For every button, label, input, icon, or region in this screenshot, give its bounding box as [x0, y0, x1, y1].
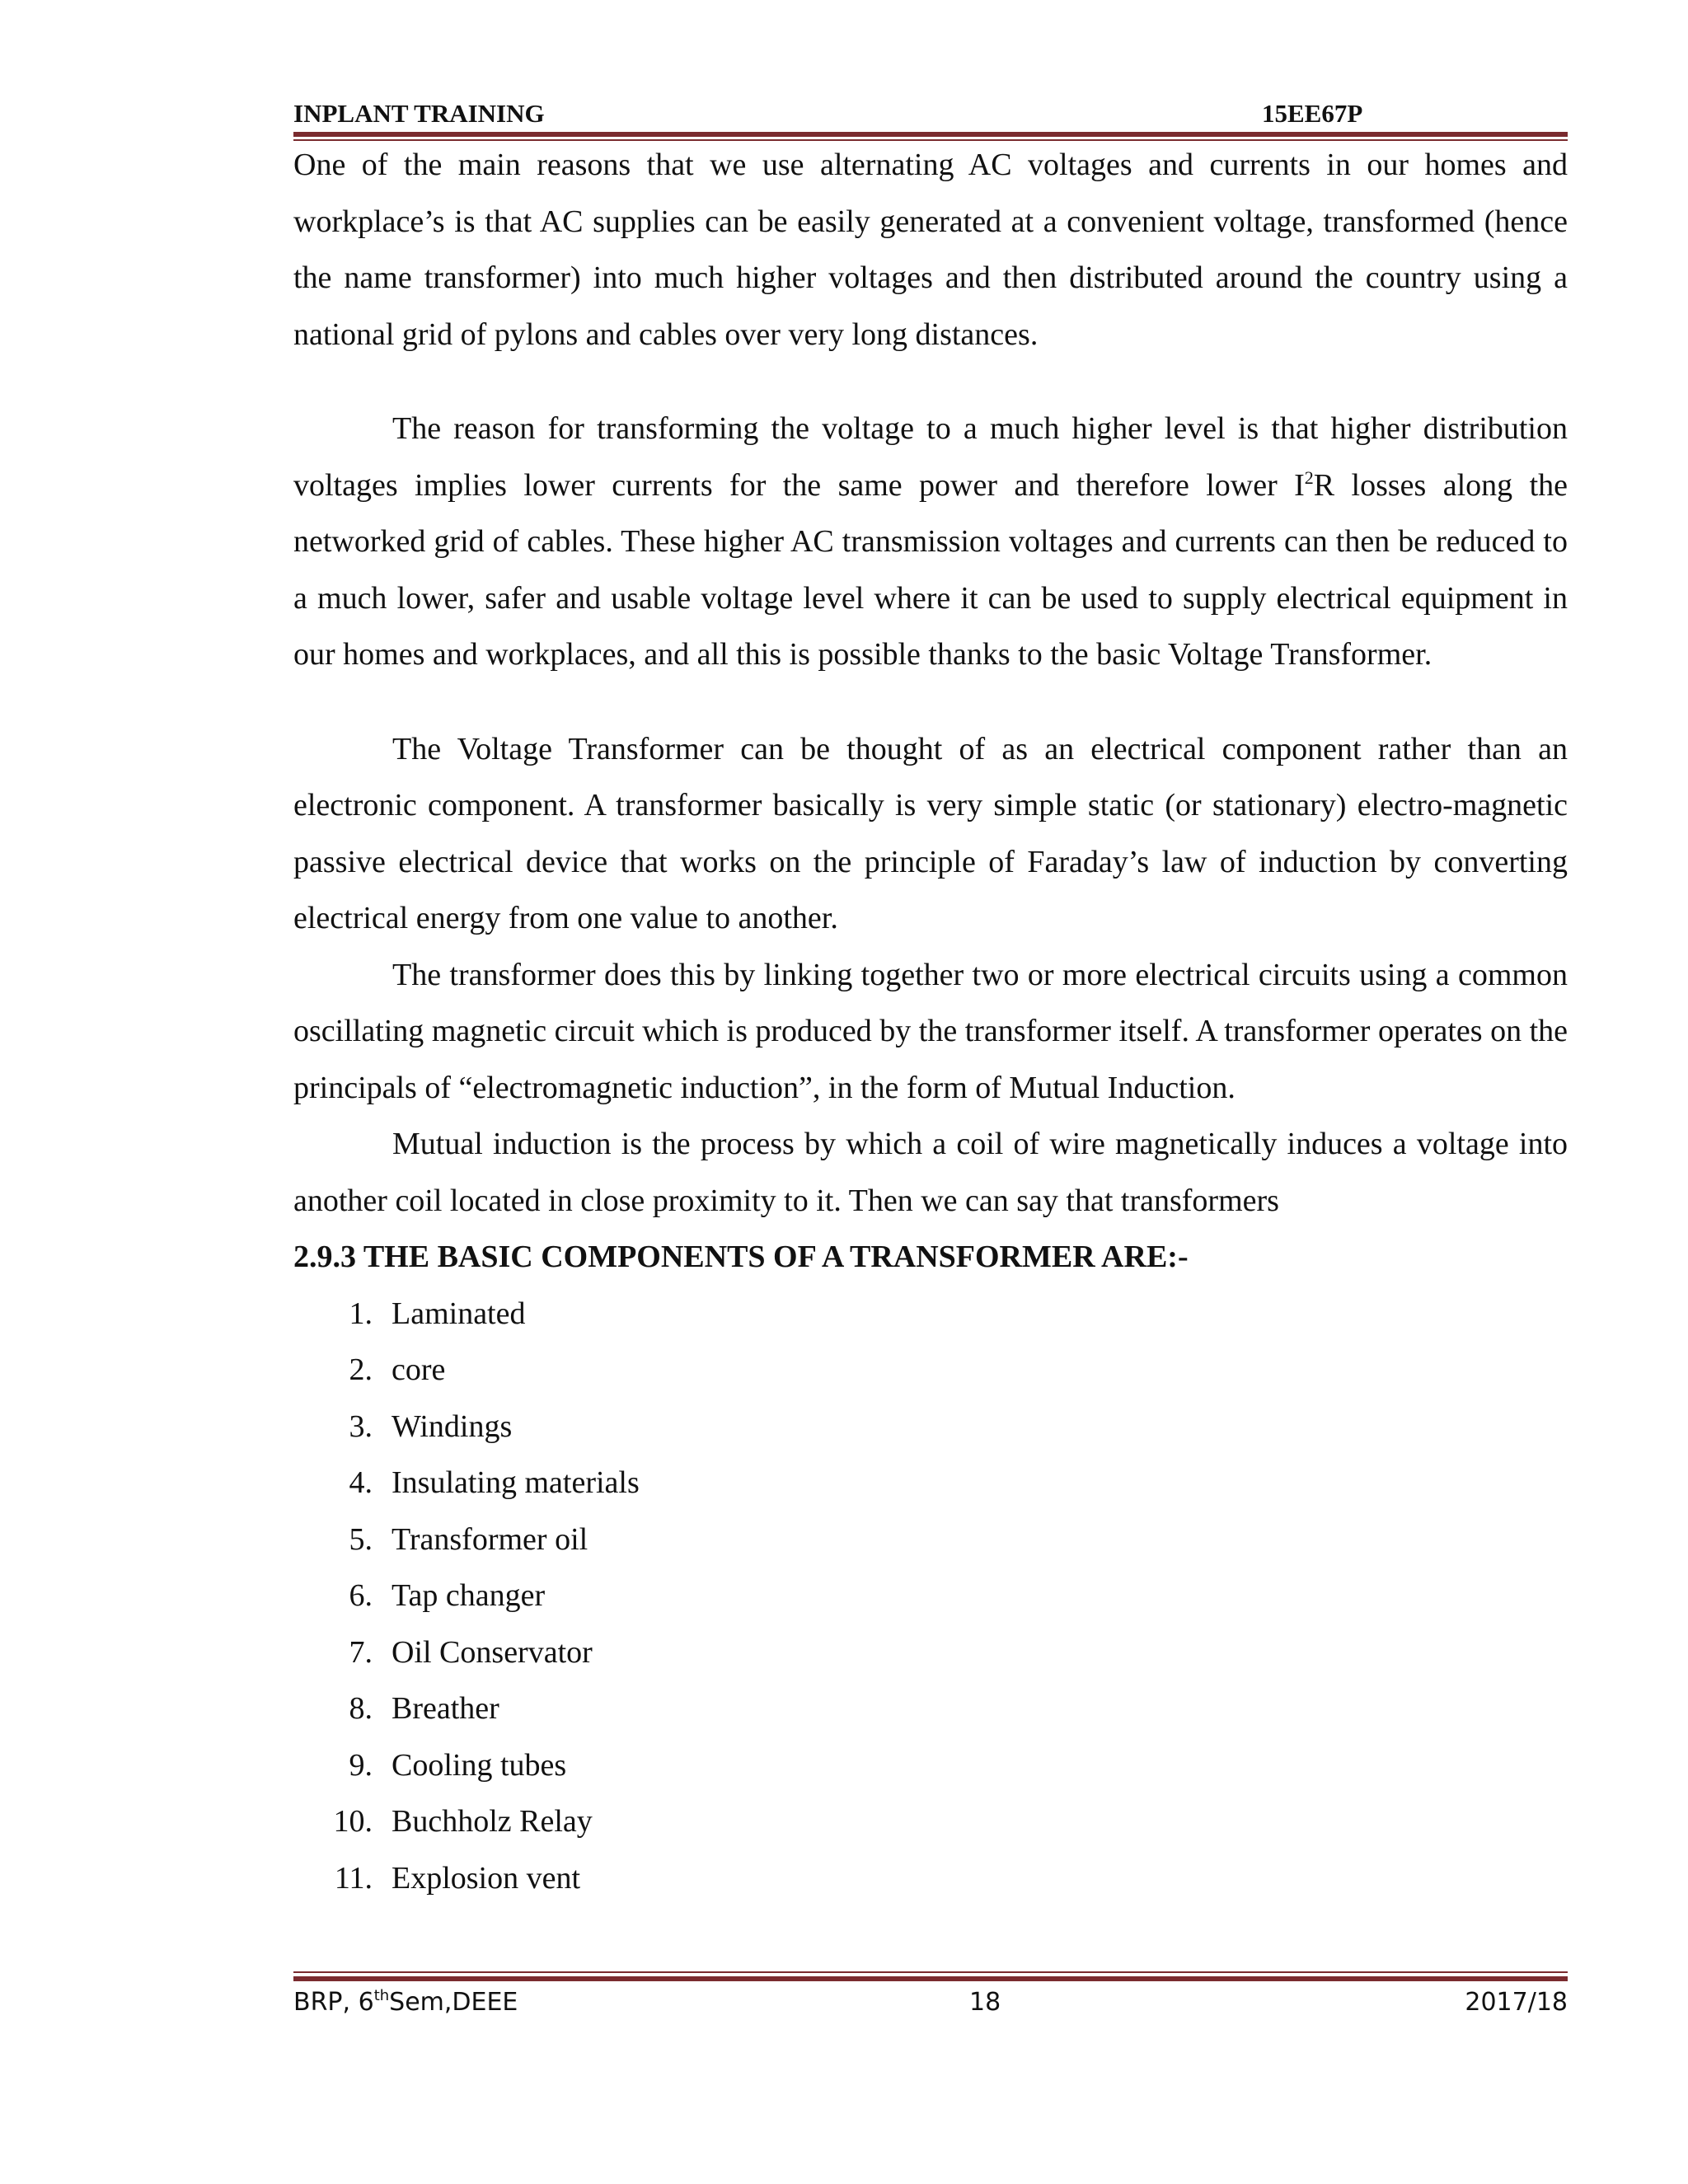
list-text: Tap changer	[392, 1578, 546, 1613]
list-text: Breather	[392, 1691, 499, 1726]
paragraph-2	[293, 401, 1568, 683]
footer-superscript: th	[373, 1987, 390, 2004]
list-item	[293, 1850, 1568, 1907]
page-body	[293, 137, 1568, 1906]
list-item	[293, 1793, 1568, 1850]
paragraph-5: Mutual induction is the process by which a coil of wire magnetically induces a voltage into another coil located in close proximity to it. Then we can say that transformers	[293, 1127, 1568, 1218]
page-footer	[293, 1985, 1568, 2021]
header-course-code: 15EE67P	[1262, 99, 1363, 128]
list-number: 2.	[349, 1352, 373, 1387]
list-text: Cooling tubes	[392, 1747, 567, 1783]
list-number: 9.	[349, 1747, 373, 1783]
list-number: 10.	[333, 1804, 373, 1839]
list-item	[293, 1737, 1568, 1794]
page-header	[293, 97, 1568, 130]
components-list	[293, 1286, 1568, 1907]
list-text: Insulating materials	[392, 1465, 640, 1500]
list-text: Buchholz Relay	[392, 1804, 593, 1839]
list-number: 3.	[349, 1408, 373, 1444]
paragraph-4: The transformer does this by linking together two or more electrical circuits using a common oscillating magnetic circuit which is produced by the transformer itself. A transformer operates on the principals of “electromagnetic induction”, in the form of Mutual Induction.	[293, 957, 1568, 1105]
list-text: Oil Conservator	[392, 1634, 593, 1670]
list-item	[293, 1680, 1568, 1737]
footer-rule-thick	[293, 1976, 1568, 1981]
list-item	[293, 1624, 1568, 1681]
header-title: INPLANT TRAINING	[293, 99, 545, 128]
list-item	[293, 1342, 1568, 1399]
list-text: core	[392, 1352, 446, 1387]
paragraph-1: One of the main reasons that we use alternating AC voltages and currents in our homes and workplace’s is that AC supplies can be easily generated at a convenient voltage, transformed (hence the name transformer) into much higher voltages and then distributed around the country using a national grid of pylons and cables over very long distances.	[293, 148, 1568, 352]
list-item	[293, 1399, 1568, 1455]
list-item	[293, 1568, 1568, 1624]
list-number: 8.	[349, 1691, 373, 1726]
footer-author-part-a: BRP, 6	[293, 1988, 374, 2017]
list-number: 5.	[349, 1521, 373, 1557]
footer-year: 2017/18	[1465, 1988, 1568, 2017]
footer-rule-thin	[293, 1971, 1568, 1973]
paragraph-3: The Voltage Transformer can be thought of as an electrical component rather than an electronic component. A transformer basically is very simple static (or stationary) electro-magnetic passive electrical device that works on the principle of Faraday’s law of induction by converting electrical energy from one value to another.	[293, 731, 1568, 935]
list-item	[293, 1511, 1568, 1568]
list-number: 7.	[349, 1634, 373, 1670]
footer-author-part-b: Sem,DEEE	[389, 1988, 518, 2017]
list-text: Explosion vent	[392, 1860, 581, 1896]
section-heading: 2.9.3 THE BASIC COMPONENTS OF A TRANSFORMER ARE:-	[293, 1240, 1189, 1274]
page-number: 18	[969, 1988, 1001, 2017]
list-item	[293, 1286, 1568, 1343]
list-number: 4.	[349, 1465, 373, 1500]
paragraph-2-part-b: R losses along the networked grid of cables. These higher AC transmission voltages and currents can then be reduced to a much lower, safer and usable voltage level where it can be used to supply electrical equipment in our homes and workplaces, and all this is possible thanks to the basic Voltage Transformer.	[293, 467, 1568, 672]
list-number: 11.	[334, 1860, 373, 1896]
list-text: Windings	[392, 1408, 513, 1444]
footer-author	[293, 1985, 518, 2021]
paragraph-2-part-a: The reason for transforming the voltage to a much higher level is that higher distribution voltages implies lower currents for the same power and therefore lower I	[293, 411, 1568, 503]
superscript-2: 2	[1304, 466, 1314, 488]
list-number: 1.	[349, 1296, 373, 1331]
list-item	[293, 1455, 1568, 1511]
list-text: Laminated	[392, 1296, 526, 1331]
list-text: Transformer oil	[392, 1521, 588, 1557]
list-number: 6.	[349, 1578, 373, 1613]
